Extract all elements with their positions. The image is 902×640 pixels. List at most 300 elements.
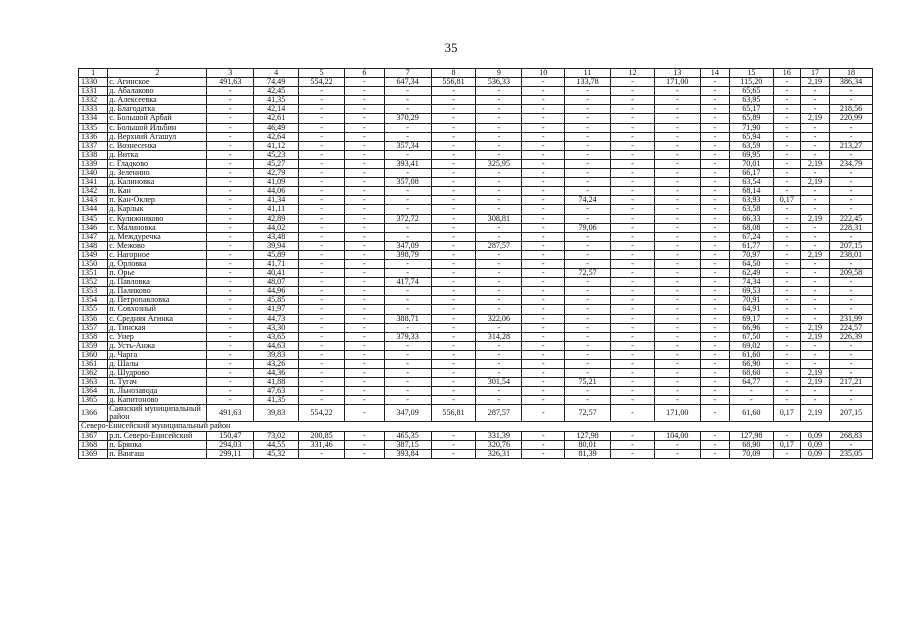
value-cell: - bbox=[773, 314, 800, 323]
value-cell: 69,02 bbox=[729, 341, 773, 350]
settlement-name-cell: д. Капитоново bbox=[108, 396, 207, 405]
value-cell: - bbox=[207, 205, 254, 214]
value-cell: 320,76 bbox=[476, 440, 522, 449]
value-cell: 44,06 bbox=[254, 187, 299, 196]
value-cell: - bbox=[654, 287, 700, 296]
value-cell: 45,89 bbox=[254, 250, 299, 259]
value-cell: - bbox=[654, 269, 700, 278]
value-cell: - bbox=[431, 214, 476, 223]
value-cell: - bbox=[800, 360, 829, 369]
value-cell: - bbox=[476, 259, 522, 268]
value-cell: - bbox=[476, 396, 522, 405]
value-cell: - bbox=[522, 114, 565, 123]
value-cell: 64,50 bbox=[729, 259, 773, 268]
value-cell: - bbox=[773, 205, 800, 214]
value-cell: - bbox=[431, 314, 476, 323]
value-cell: - bbox=[700, 369, 729, 378]
value-cell: - bbox=[773, 214, 800, 223]
value-cell: - bbox=[384, 196, 431, 205]
value-cell: - bbox=[565, 350, 611, 359]
value-cell: 171,00 bbox=[654, 78, 700, 87]
value-cell: - bbox=[207, 178, 254, 187]
value-cell: - bbox=[476, 323, 522, 332]
value-cell: - bbox=[611, 169, 655, 178]
value-cell: - bbox=[345, 360, 385, 369]
table-row bbox=[79, 440, 873, 449]
column-number-row bbox=[79, 69, 873, 78]
row-number-cell: 1368 bbox=[79, 440, 108, 449]
value-cell: - bbox=[565, 123, 611, 132]
value-cell: - bbox=[476, 278, 522, 287]
value-cell: 41,34 bbox=[254, 196, 299, 205]
value-cell: - bbox=[611, 223, 655, 232]
settlement-name-cell: д. Тинская bbox=[108, 323, 207, 332]
value-cell: 61,60 bbox=[729, 350, 773, 359]
value-cell: - bbox=[476, 250, 522, 259]
value-cell: - bbox=[700, 96, 729, 105]
value-cell: - bbox=[700, 169, 729, 178]
value-cell: 48,07 bbox=[254, 278, 299, 287]
value-cell: - bbox=[384, 387, 431, 396]
value-cell: - bbox=[345, 96, 385, 105]
value-cell: - bbox=[700, 223, 729, 232]
row-number-cell: 1365 bbox=[79, 396, 108, 405]
table-row bbox=[79, 178, 873, 187]
value-cell: - bbox=[830, 123, 873, 132]
row-number-cell: 1362 bbox=[79, 369, 108, 378]
value-cell: - bbox=[299, 223, 345, 232]
value-cell: 0,09 bbox=[800, 431, 829, 440]
column-number-cell: 5 bbox=[299, 69, 345, 78]
table-row bbox=[79, 387, 873, 396]
settlement-name-cell: с. Межово bbox=[108, 241, 207, 250]
value-cell: - bbox=[384, 123, 431, 132]
row-number-cell: 1334 bbox=[79, 114, 108, 123]
value-cell: - bbox=[700, 259, 729, 268]
value-cell: - bbox=[476, 96, 522, 105]
value-cell: - bbox=[207, 323, 254, 332]
value-cell: - bbox=[299, 141, 345, 150]
value-cell: - bbox=[565, 287, 611, 296]
value-cell: - bbox=[773, 187, 800, 196]
value-cell: - bbox=[565, 141, 611, 150]
value-cell: 2,19 bbox=[800, 323, 829, 332]
value-cell: - bbox=[476, 387, 522, 396]
value-cell: 41,71 bbox=[254, 259, 299, 268]
value-cell: - bbox=[345, 449, 385, 458]
value-cell: 68,08 bbox=[729, 223, 773, 232]
value-cell: 44,73 bbox=[254, 314, 299, 323]
value-cell: - bbox=[654, 387, 700, 396]
value-cell: - bbox=[522, 332, 565, 341]
value-cell: - bbox=[830, 132, 873, 141]
value-cell: 70,09 bbox=[729, 449, 773, 458]
row-number-cell: 1342 bbox=[79, 187, 108, 196]
value-cell: 491,63 bbox=[207, 78, 254, 87]
settlement-name-cell: д. Павловка bbox=[108, 278, 207, 287]
value-cell: - bbox=[207, 287, 254, 296]
settlement-name-cell: с. Кулижниково bbox=[108, 214, 207, 223]
table-row bbox=[79, 396, 873, 405]
value-cell: 44,02 bbox=[254, 223, 299, 232]
value-cell: 231,99 bbox=[830, 314, 873, 323]
value-cell: - bbox=[384, 169, 431, 178]
value-cell: - bbox=[830, 341, 873, 350]
value-cell: - bbox=[207, 350, 254, 359]
value-cell: - bbox=[384, 259, 431, 268]
value-cell: - bbox=[522, 360, 565, 369]
value-cell: 64,91 bbox=[729, 305, 773, 314]
value-cell: 357,34 bbox=[384, 141, 431, 150]
value-cell: - bbox=[476, 87, 522, 96]
section-row bbox=[79, 422, 873, 431]
settlement-name-cell: с. Нагорное bbox=[108, 250, 207, 259]
value-cell: 228,31 bbox=[830, 223, 873, 232]
value-cell: - bbox=[345, 341, 385, 350]
value-cell: - bbox=[431, 205, 476, 214]
row-number-cell: 1339 bbox=[79, 159, 108, 168]
value-cell: - bbox=[476, 305, 522, 314]
value-cell: - bbox=[611, 440, 655, 449]
row-number-cell: 1346 bbox=[79, 223, 108, 232]
value-cell: - bbox=[800, 169, 829, 178]
value-cell: - bbox=[207, 259, 254, 268]
value-cell: - bbox=[654, 132, 700, 141]
value-cell: 42,64 bbox=[254, 132, 299, 141]
value-cell: - bbox=[522, 278, 565, 287]
value-cell: 73,02 bbox=[254, 431, 299, 440]
settlement-name-cell: с. Агинское bbox=[108, 78, 207, 87]
value-cell: - bbox=[384, 105, 431, 114]
value-cell: 2,19 bbox=[800, 405, 829, 422]
row-number-cell: 1356 bbox=[79, 314, 108, 323]
table-row bbox=[79, 405, 873, 422]
value-cell: - bbox=[299, 269, 345, 278]
value-cell: - bbox=[299, 296, 345, 305]
value-cell: - bbox=[431, 178, 476, 187]
value-cell: - bbox=[654, 305, 700, 314]
value-cell: 68,60 bbox=[729, 369, 773, 378]
value-cell: - bbox=[830, 96, 873, 105]
value-cell: - bbox=[700, 378, 729, 387]
value-cell: - bbox=[207, 396, 254, 405]
value-cell: - bbox=[611, 305, 655, 314]
value-cell: - bbox=[207, 114, 254, 123]
settlement-name-cell: д. Верхний Агашул bbox=[108, 132, 207, 141]
value-cell: - bbox=[522, 205, 565, 214]
column-number-cell: 15 bbox=[729, 69, 773, 78]
value-cell: - bbox=[207, 123, 254, 132]
value-cell: - bbox=[207, 150, 254, 159]
column-number-cell: 9 bbox=[476, 69, 522, 78]
value-cell: - bbox=[431, 440, 476, 449]
value-cell: 417,74 bbox=[384, 278, 431, 287]
value-cell: - bbox=[522, 241, 565, 250]
value-cell: 554,22 bbox=[299, 78, 345, 87]
value-cell: - bbox=[345, 405, 385, 422]
value-cell: - bbox=[830, 287, 873, 296]
value-cell: 72,57 bbox=[565, 405, 611, 422]
value-cell: 69,95 bbox=[729, 150, 773, 159]
section-title: Северо-Енисейский муниципальный район bbox=[79, 422, 873, 431]
value-cell: - bbox=[565, 369, 611, 378]
value-cell: - bbox=[476, 178, 522, 187]
value-cell: - bbox=[700, 341, 729, 350]
value-cell: 235,05 bbox=[830, 449, 873, 458]
value-cell: - bbox=[611, 178, 655, 187]
value-cell: - bbox=[800, 241, 829, 250]
value-cell: - bbox=[654, 105, 700, 114]
value-cell: - bbox=[773, 259, 800, 268]
value-cell: - bbox=[299, 159, 345, 168]
value-cell: - bbox=[773, 341, 800, 350]
value-cell: - bbox=[611, 259, 655, 268]
settlement-name-cell: п. Льнозавода bbox=[108, 387, 207, 396]
value-cell: - bbox=[611, 378, 655, 387]
value-cell: 69,53 bbox=[729, 287, 773, 296]
table-row bbox=[79, 150, 873, 159]
value-cell: - bbox=[700, 105, 729, 114]
value-cell: - bbox=[565, 341, 611, 350]
value-cell: 41,97 bbox=[254, 305, 299, 314]
value-cell: - bbox=[522, 296, 565, 305]
value-cell: - bbox=[773, 223, 800, 232]
value-cell: 42,89 bbox=[254, 214, 299, 223]
value-cell: - bbox=[700, 323, 729, 332]
value-cell: - bbox=[800, 305, 829, 314]
table-row bbox=[79, 96, 873, 105]
value-cell: - bbox=[299, 360, 345, 369]
settlement-name-cell: п. Кан-Оклер bbox=[108, 196, 207, 205]
value-cell: - bbox=[700, 440, 729, 449]
row-number-cell: 1359 bbox=[79, 341, 108, 350]
column-number-cell: 1 bbox=[79, 69, 108, 78]
value-cell: - bbox=[700, 305, 729, 314]
value-cell: 491,63 bbox=[207, 405, 254, 422]
value-cell: - bbox=[611, 196, 655, 205]
row-number-cell: 1348 bbox=[79, 241, 108, 250]
value-cell: 209,58 bbox=[830, 269, 873, 278]
value-cell: - bbox=[345, 159, 385, 168]
value-cell: 2,19 bbox=[800, 378, 829, 387]
value-cell: - bbox=[384, 205, 431, 214]
value-cell: - bbox=[611, 132, 655, 141]
value-cell: - bbox=[431, 132, 476, 141]
value-cell: 70,97 bbox=[729, 250, 773, 259]
column-number-cell: 18 bbox=[830, 69, 873, 78]
row-number-cell: 1363 bbox=[79, 378, 108, 387]
value-cell: - bbox=[611, 78, 655, 87]
value-cell: - bbox=[565, 96, 611, 105]
value-cell: - bbox=[207, 305, 254, 314]
value-cell: 268,83 bbox=[830, 431, 873, 440]
table-row bbox=[79, 323, 873, 332]
value-cell: - bbox=[654, 205, 700, 214]
value-cell: - bbox=[654, 196, 700, 205]
value-cell: - bbox=[299, 214, 345, 223]
settlement-name-cell: с. Малиновка bbox=[108, 223, 207, 232]
value-cell: - bbox=[565, 241, 611, 250]
value-cell: - bbox=[345, 78, 385, 87]
value-cell: - bbox=[611, 269, 655, 278]
value-cell: - bbox=[345, 178, 385, 187]
value-cell: - bbox=[800, 341, 829, 350]
value-cell: 63,93 bbox=[729, 196, 773, 205]
value-cell: 64,77 bbox=[729, 378, 773, 387]
value-cell: 69,17 bbox=[729, 314, 773, 323]
column-number-cell: 2 bbox=[108, 69, 207, 78]
table-row bbox=[79, 114, 873, 123]
value-cell: - bbox=[476, 232, 522, 241]
value-cell: - bbox=[207, 105, 254, 114]
value-cell: - bbox=[611, 214, 655, 223]
value-cell: - bbox=[830, 169, 873, 178]
value-cell: - bbox=[773, 178, 800, 187]
value-cell: - bbox=[431, 96, 476, 105]
value-cell: 220,99 bbox=[830, 114, 873, 123]
value-cell: 308,81 bbox=[476, 214, 522, 223]
value-cell: - bbox=[830, 278, 873, 287]
value-cell: - bbox=[431, 259, 476, 268]
row-number-cell: 1366 bbox=[79, 405, 108, 422]
column-number-cell: 13 bbox=[654, 69, 700, 78]
row-number-cell: 1338 bbox=[79, 150, 108, 159]
value-cell: - bbox=[299, 150, 345, 159]
value-cell: 63,95 bbox=[729, 96, 773, 105]
value-cell: - bbox=[773, 287, 800, 296]
value-cell: - bbox=[565, 278, 611, 287]
value-cell: 226,39 bbox=[830, 332, 873, 341]
value-cell: - bbox=[611, 159, 655, 168]
value-cell: - bbox=[700, 123, 729, 132]
value-cell: - bbox=[654, 259, 700, 268]
value-cell: - bbox=[345, 278, 385, 287]
value-cell: 347,09 bbox=[384, 241, 431, 250]
row-number-cell: 1330 bbox=[79, 78, 108, 87]
value-cell: - bbox=[345, 114, 385, 123]
value-cell: - bbox=[700, 232, 729, 241]
value-cell: 70,91 bbox=[729, 296, 773, 305]
value-cell: - bbox=[522, 223, 565, 232]
value-cell: - bbox=[207, 132, 254, 141]
value-cell: - bbox=[522, 178, 565, 187]
row-number-cell: 1350 bbox=[79, 259, 108, 268]
value-cell: 104,00 bbox=[654, 431, 700, 440]
value-cell: - bbox=[384, 369, 431, 378]
value-cell: - bbox=[476, 187, 522, 196]
value-cell: - bbox=[611, 187, 655, 196]
value-cell: - bbox=[431, 241, 476, 250]
value-cell: - bbox=[384, 360, 431, 369]
value-cell: - bbox=[207, 250, 254, 259]
value-cell: - bbox=[830, 305, 873, 314]
value-cell: - bbox=[830, 369, 873, 378]
value-cell: - bbox=[345, 214, 385, 223]
value-cell: - bbox=[431, 369, 476, 378]
value-cell: - bbox=[565, 132, 611, 141]
table-row bbox=[79, 278, 873, 287]
value-cell: 42,61 bbox=[254, 114, 299, 123]
value-cell: - bbox=[611, 296, 655, 305]
value-cell: - bbox=[207, 196, 254, 205]
value-cell: 67,24 bbox=[729, 232, 773, 241]
value-cell: 287,57 bbox=[476, 405, 522, 422]
value-cell: - bbox=[700, 241, 729, 250]
value-cell: - bbox=[431, 250, 476, 259]
settlement-name-cell: с. Гладково bbox=[108, 159, 207, 168]
value-cell: - bbox=[773, 305, 800, 314]
value-cell: - bbox=[773, 159, 800, 168]
value-cell: - bbox=[522, 96, 565, 105]
value-cell: - bbox=[611, 396, 655, 405]
value-cell: - bbox=[565, 232, 611, 241]
value-cell: 556,81 bbox=[431, 405, 476, 422]
value-cell: - bbox=[700, 78, 729, 87]
value-cell: - bbox=[654, 350, 700, 359]
value-cell: - bbox=[830, 350, 873, 359]
value-cell: 72,57 bbox=[565, 269, 611, 278]
table-row bbox=[79, 232, 873, 241]
value-cell: 43,65 bbox=[254, 332, 299, 341]
value-cell: - bbox=[700, 387, 729, 396]
value-cell: - bbox=[729, 396, 773, 405]
settlement-name-cell: д. Шалы bbox=[108, 360, 207, 369]
value-cell: - bbox=[611, 278, 655, 287]
value-cell: - bbox=[611, 332, 655, 341]
settlement-name-cell: д. Алексеевка bbox=[108, 96, 207, 105]
value-cell: - bbox=[800, 132, 829, 141]
value-cell: - bbox=[700, 250, 729, 259]
value-cell: - bbox=[431, 269, 476, 278]
value-cell: 2,19 bbox=[800, 332, 829, 341]
value-cell: - bbox=[522, 259, 565, 268]
value-cell: - bbox=[384, 323, 431, 332]
value-cell: - bbox=[565, 169, 611, 178]
value-cell: 234,79 bbox=[830, 159, 873, 168]
value-cell: 62,49 bbox=[729, 269, 773, 278]
value-cell: - bbox=[384, 341, 431, 350]
value-cell: - bbox=[345, 187, 385, 196]
value-cell: - bbox=[522, 250, 565, 259]
value-cell: 301,54 bbox=[476, 378, 522, 387]
value-cell: - bbox=[611, 314, 655, 323]
value-cell: 42,14 bbox=[254, 105, 299, 114]
value-cell: - bbox=[345, 378, 385, 387]
value-cell: - bbox=[522, 141, 565, 150]
value-cell: - bbox=[565, 360, 611, 369]
row-number-cell: 1333 bbox=[79, 105, 108, 114]
value-cell: - bbox=[773, 449, 800, 458]
value-cell: - bbox=[299, 369, 345, 378]
table-row bbox=[79, 269, 873, 278]
value-cell: - bbox=[476, 141, 522, 150]
value-cell: - bbox=[654, 378, 700, 387]
table-row bbox=[79, 449, 873, 458]
value-cell: - bbox=[773, 269, 800, 278]
value-cell: - bbox=[700, 205, 729, 214]
value-cell: - bbox=[611, 232, 655, 241]
value-cell: - bbox=[830, 87, 873, 96]
value-cell: - bbox=[773, 360, 800, 369]
value-cell: - bbox=[207, 360, 254, 369]
settlement-name-cell: д. Шудрово bbox=[108, 369, 207, 378]
column-number-cell: 11 bbox=[565, 69, 611, 78]
value-cell: 42,45 bbox=[254, 87, 299, 96]
table-row bbox=[79, 250, 873, 259]
value-cell: - bbox=[207, 314, 254, 323]
value-cell: - bbox=[299, 278, 345, 287]
row-number-cell: 1353 bbox=[79, 287, 108, 296]
